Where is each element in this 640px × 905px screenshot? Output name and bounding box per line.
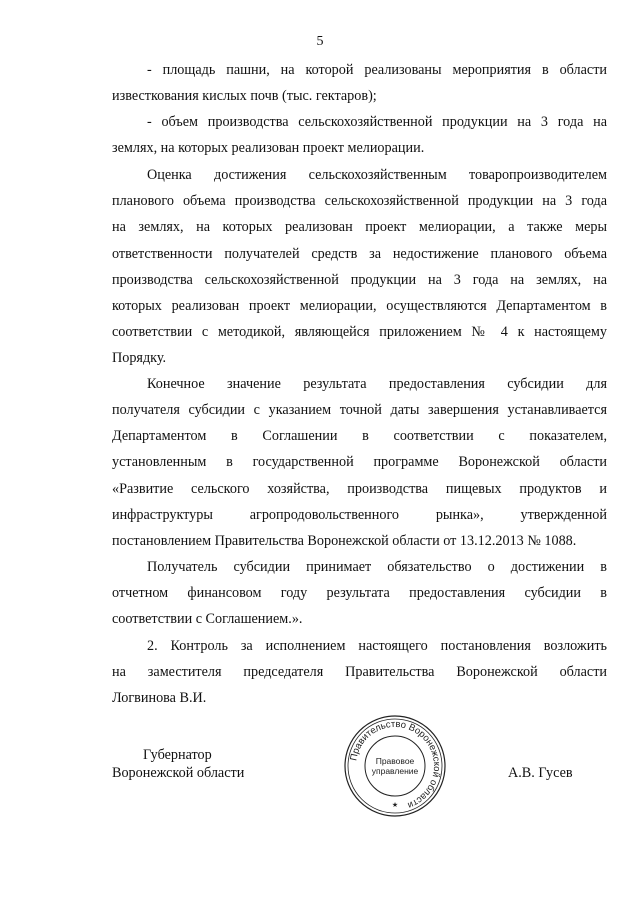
text-line: Конечное значение результата предоставления субсидии для <box>147 376 607 392</box>
signature-title-line2: Воронежской области <box>112 765 245 781</box>
text-line: Порядку. <box>112 350 167 366</box>
text-line: Логвинова В.И. <box>112 690 207 706</box>
text-line: известкования кислых почв (тыс. гектаров); <box>112 88 377 104</box>
text-line: 2. Контроль за исполнением настоящего постановления возложить <box>147 638 607 654</box>
signature-name: А.В. Гусев <box>508 765 573 781</box>
stamp-ring-text: Правительство Воронежской области <box>348 718 443 811</box>
signature-title-line1: Губернатор <box>143 747 212 763</box>
text-line: постановлением Правительства Воронежской области от 13.12.2013 № 1088. <box>112 533 577 549</box>
text-line: «Развитие сельского хозяйства, производства пищевых продуктов и <box>112 481 607 497</box>
text-line: планового объема производства сельскохозяйственной продукции на 3 года <box>112 193 607 209</box>
text-line: на землях, на которых реализован проект мелиорации, а также меры <box>112 219 607 235</box>
stamp-center-line2: управление <box>371 766 419 776</box>
text-line: - объем производства сельскохозяйственной продукции на 3 года на <box>147 114 607 130</box>
text-line: ответственности получателей средств за недостижение планового объема <box>112 246 607 262</box>
text-line: - площадь пашни, на которой реализованы мероприятия в области <box>147 62 607 78</box>
text-line: Оценка достижения сельскохозяйственным товаропроизводителем <box>147 167 607 183</box>
text-line: соответствии с методикой, являющейся приложением № 4 к настоящему <box>112 324 607 340</box>
text-line: инфраструктуры агропродовольственного рынка», утвержденной <box>112 507 607 523</box>
text-line: соответствии с Соглашением.». <box>112 611 303 627</box>
stamp-center-line1: Правовое <box>375 756 415 766</box>
text-line: установленным в государственной программе Воронежской области <box>112 454 607 470</box>
text-line: Департаментом в Соглашении в соответствии с показателем, <box>112 428 607 444</box>
text-line: на заместителя председателя Правительства Воронежской области <box>112 664 607 680</box>
stamp-star-icon: ★ <box>391 801 399 809</box>
text-line: Получатель субсидии принимает обязательство о достижении в <box>147 559 607 575</box>
text-line: получателя субсидии с указанием точной даты завершения устанавливается <box>112 402 607 418</box>
text-line: которых реализован проект мелиорации, осуществляются Департаментом в <box>112 298 607 314</box>
text-line: землях, на которых реализован проект мелиорации. <box>112 140 425 156</box>
text-line: производства сельскохозяйственной продукции на 3 года на землях, на <box>112 272 607 288</box>
text-line: отчетном финансовом году результата предоставления субсидии в <box>112 585 607 601</box>
official-stamp <box>343 714 447 818</box>
page-number: 5 <box>316 34 324 49</box>
